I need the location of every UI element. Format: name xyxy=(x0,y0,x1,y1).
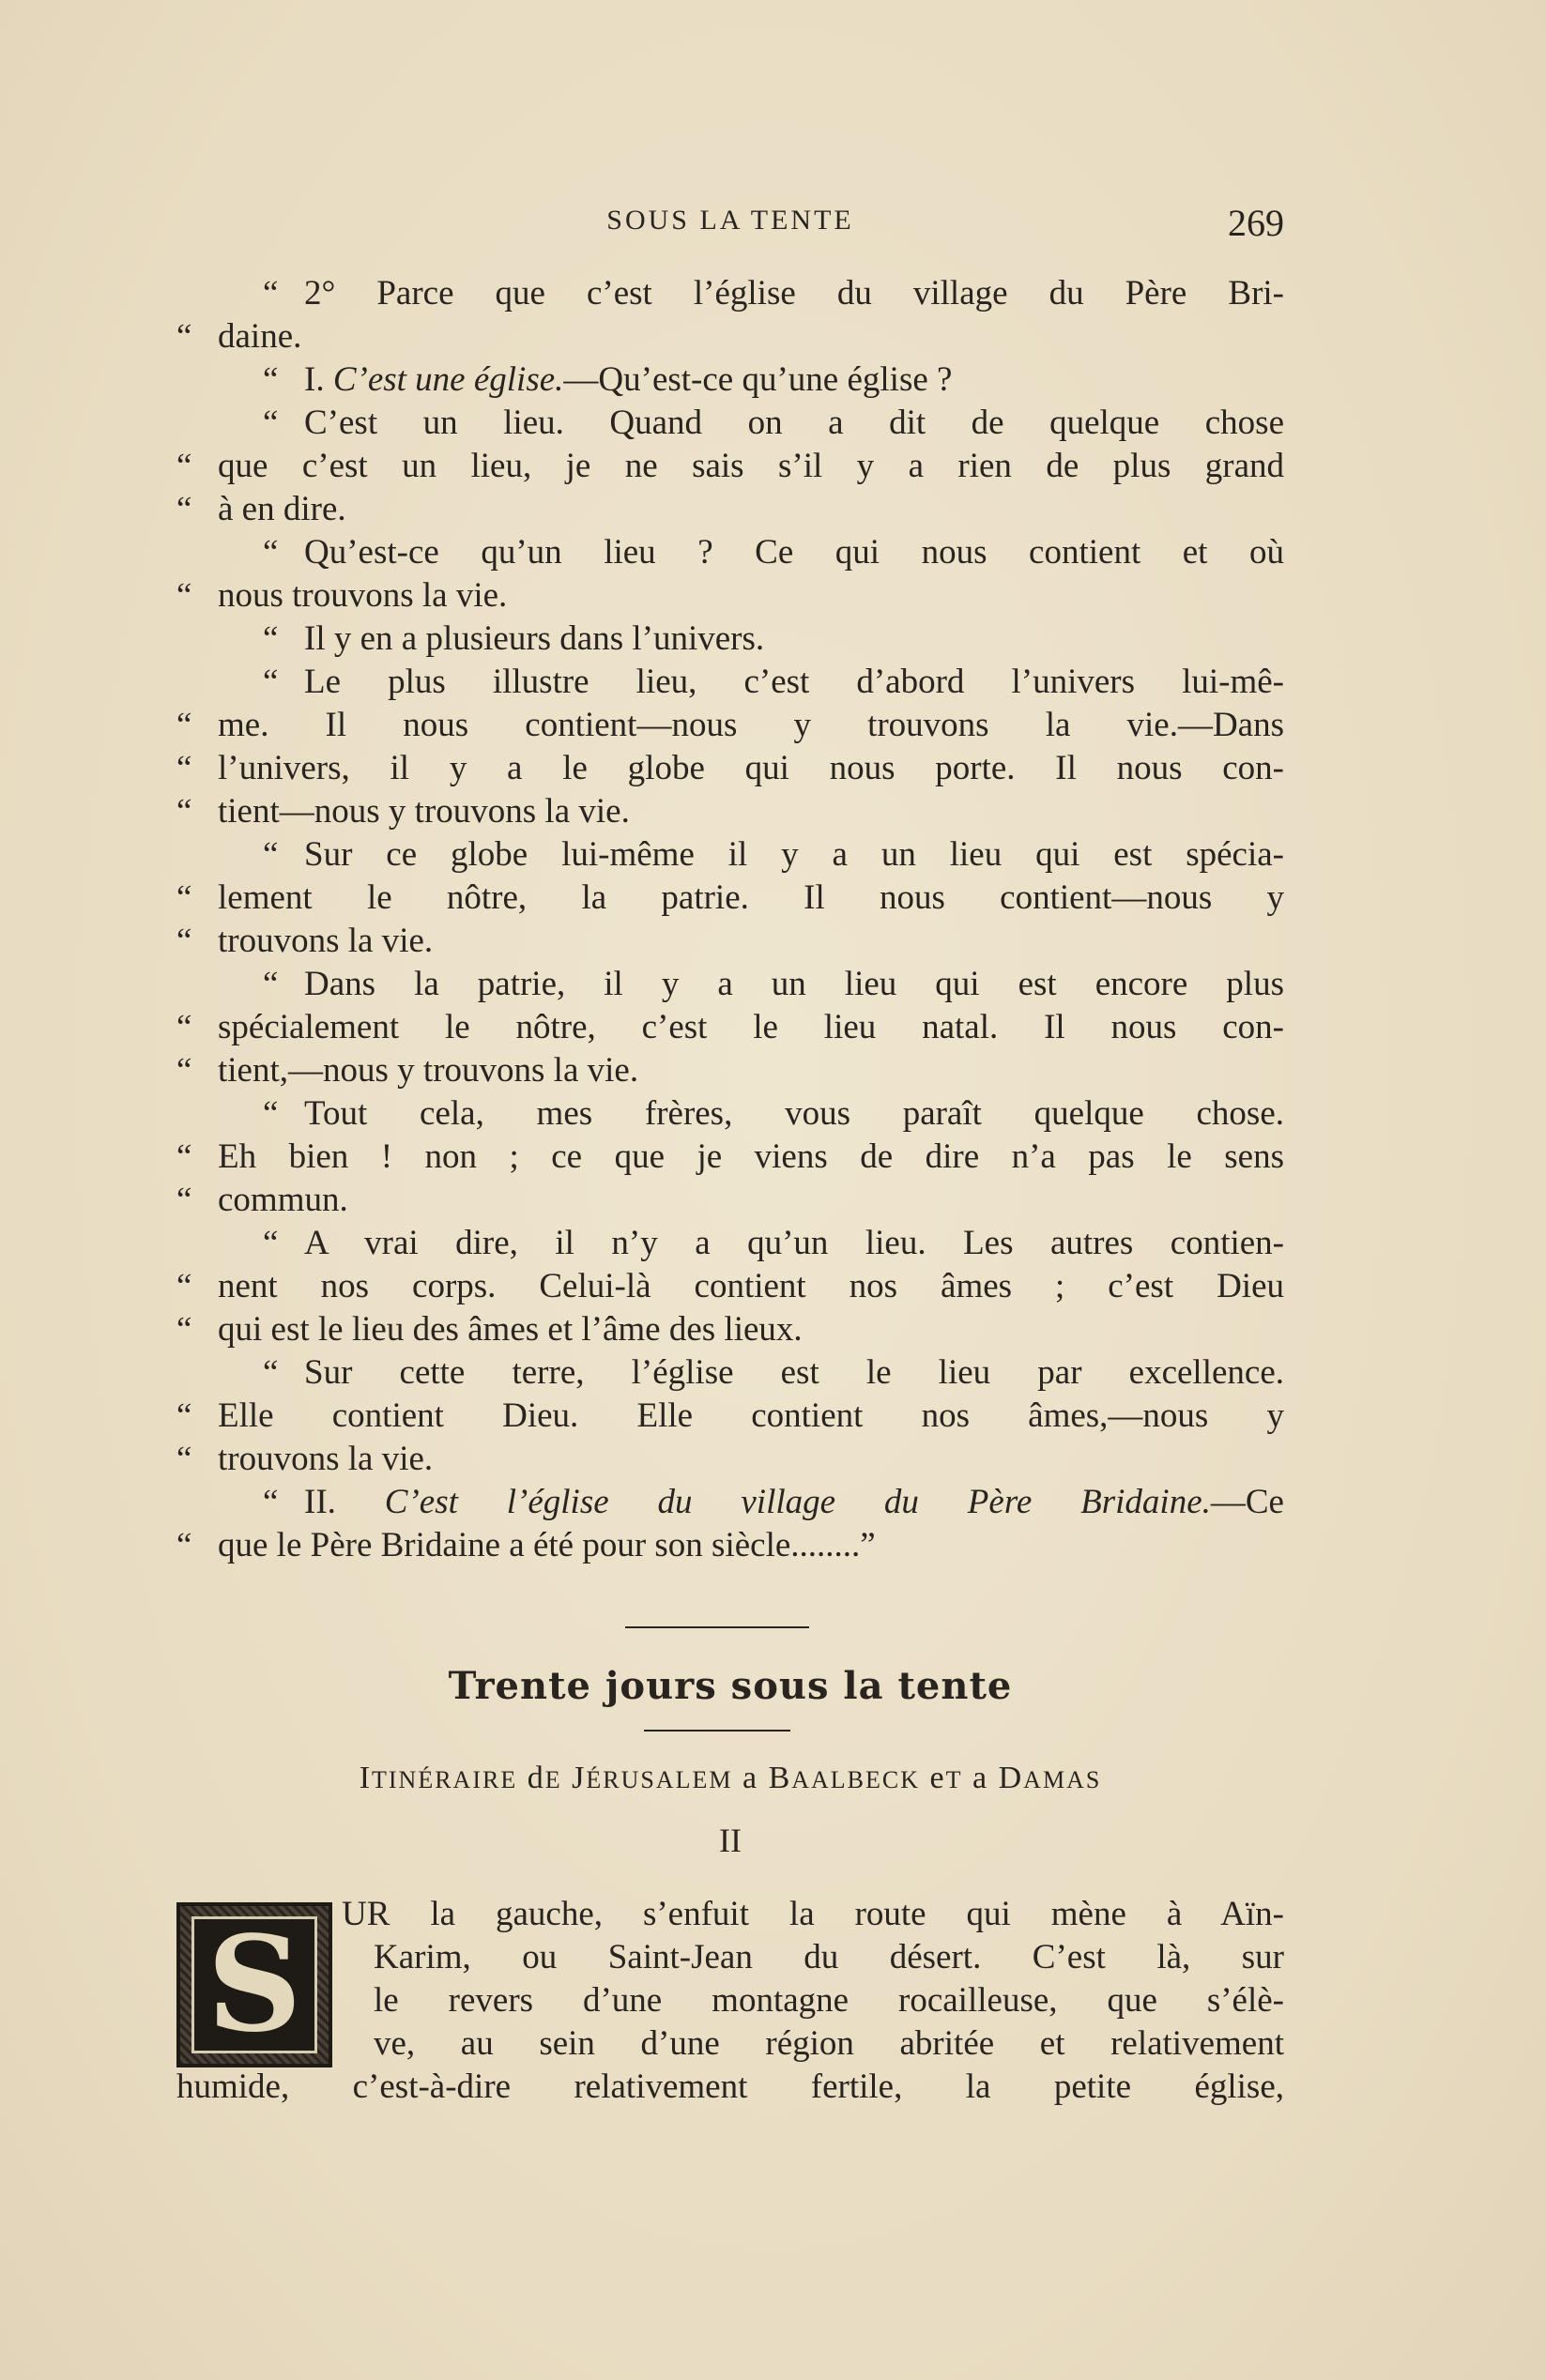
line-text: Tout cela, mes frères, vous paraît quelque chose. xyxy=(304,1094,1284,1133)
text-line xyxy=(176,1308,1284,1351)
itinerary-word: dE xyxy=(527,1761,562,1795)
quote-mark: “ xyxy=(176,490,192,528)
quote-mark: “ xyxy=(263,663,279,701)
itinerary-word: a xyxy=(742,1761,759,1795)
line-text: Eh bien ! non ; ce que je viens de dire n’a pas le sens xyxy=(218,1137,1284,1176)
article-line: ve, au sein d’une région abritée et relativement xyxy=(374,2024,1284,2063)
text-line xyxy=(176,1092,1284,1136)
article-line: le revers d’une montagne rocailleuse, que s’élè- xyxy=(374,1981,1284,2020)
line-text: Il y en a plusieurs dans l’univers. xyxy=(304,619,765,658)
text-line xyxy=(176,877,1284,920)
quote-mark: “ xyxy=(176,1440,192,1478)
text-line xyxy=(176,445,1284,488)
sermon-text xyxy=(176,272,1284,1567)
text-line xyxy=(176,488,1284,531)
chapter-number: II xyxy=(719,1822,742,1859)
quote-mark: “ xyxy=(263,1353,279,1392)
quote-mark: “ xyxy=(263,835,279,874)
line-text: Dans la patrie, il y a un lieu qui est encore plus xyxy=(304,965,1284,1003)
quote-mark: “ xyxy=(176,1310,192,1349)
quote-mark: “ xyxy=(176,1181,192,1219)
quote-mark: “ xyxy=(176,878,192,917)
line-text: l’univers, il y a le globe qui nous porte. Il nous con- xyxy=(218,749,1284,787)
line-text: daine. xyxy=(218,317,302,356)
quote-mark: “ xyxy=(176,1267,192,1305)
line-text: 2° Parce que c’est l’église du village du Père Bri- xyxy=(304,274,1284,313)
text-line xyxy=(176,1049,1284,1092)
line-text: à en dire. xyxy=(218,490,346,528)
line-text: lement le nôtre, la patrie. Il nous contient—nous y xyxy=(218,878,1284,917)
quote-mark: “ xyxy=(263,965,279,1003)
quote-mark: “ xyxy=(176,1051,192,1090)
line-text: trouvons la vie. xyxy=(218,922,434,960)
quote-mark: “ xyxy=(263,274,279,313)
quote-mark: “ xyxy=(263,1094,279,1133)
text-line xyxy=(176,272,1284,315)
quote-mark: “ xyxy=(176,447,192,485)
quote-mark: “ xyxy=(176,1396,192,1435)
line-text: que le Père Bridaine a été pour son siècle........” xyxy=(218,1526,876,1564)
itinerary-word: DAMAS xyxy=(998,1761,1102,1795)
itinerary-subtitle xyxy=(176,1761,1284,1796)
quote-mark: “ xyxy=(176,317,192,356)
line-text: Le plus illustre lieu, c’est d’abord l’univers lui-mê- xyxy=(304,663,1284,701)
itinerary-word: JÉRUSALEM xyxy=(572,1761,733,1795)
line-text: nous trouvons la vie. xyxy=(218,576,508,615)
text-line xyxy=(176,618,1284,661)
quote-mark: “ xyxy=(263,533,279,572)
section-divider xyxy=(625,1626,809,1628)
text-line xyxy=(176,402,1284,445)
quote-mark: “ xyxy=(176,1137,192,1176)
drop-cap-letter: S xyxy=(191,1916,317,2053)
section-marker: I. xyxy=(304,360,333,399)
quote-mark: “ xyxy=(263,619,279,658)
text-line xyxy=(176,1395,1284,1438)
line-text: Elle contient Dieu. Elle contient nos âmes,—nous y xyxy=(218,1396,1284,1435)
text-line xyxy=(176,1438,1284,1481)
section-marker: II. xyxy=(304,1483,385,1521)
line-text: C’est un lieu. Quand on a dit de quelque chose xyxy=(304,404,1284,442)
quote-mark: “ xyxy=(263,1224,279,1262)
text-line xyxy=(176,1481,1284,1524)
quote-mark: “ xyxy=(263,1483,279,1521)
text-line xyxy=(176,704,1284,747)
quote-mark: “ xyxy=(176,749,192,787)
line-text: Sur ce globe lui-même il y a un lieu qui est spécia- xyxy=(304,835,1284,874)
itinerary-word: eT xyxy=(929,1761,963,1795)
line-text: —Ce xyxy=(1210,1483,1284,1521)
text-line xyxy=(176,1351,1284,1395)
text-line xyxy=(176,963,1284,1006)
italic-heading: C’est l’église du village du Père Bridaine. xyxy=(384,1483,1211,1521)
line-text: nent nos corps. Celui-là contient nos âmes ; c’est Dieu xyxy=(218,1267,1284,1305)
text-line xyxy=(176,661,1284,704)
text-line xyxy=(176,359,1284,402)
line-text: —Qu’est-ce qu’une église ? xyxy=(563,360,953,399)
article-text xyxy=(176,1893,1284,2109)
running-title: SOUS LA TENTE xyxy=(606,205,854,236)
text-line xyxy=(176,1136,1284,1179)
text-line xyxy=(176,1265,1284,1308)
article-line: Karim, ou Saint-Jean du désert. C’est là, sur xyxy=(374,1938,1284,1976)
text-line xyxy=(176,574,1284,618)
article-line: humide, c’est-à-dire relativement fertile, la petite église, xyxy=(176,2067,1284,2106)
quote-mark: “ xyxy=(176,922,192,960)
itinerary-word: BAALBECK xyxy=(768,1761,921,1795)
line-text: tient,—nous y trouvons la vie. xyxy=(218,1051,639,1090)
line-text: Qu’est-ce qu’un lieu ? Ce qui nous contient et où xyxy=(304,533,1284,572)
italic-heading: C’est une église. xyxy=(332,360,564,399)
page-number: 269 xyxy=(1228,202,1284,244)
line-text: tient—nous y trouvons la vie. xyxy=(218,792,630,831)
text-line xyxy=(176,790,1284,833)
quote-mark: “ xyxy=(263,360,279,399)
text-line xyxy=(176,1222,1284,1265)
line-text: spécialement le nôtre, c’est le lieu natal. Il nous con- xyxy=(218,1008,1284,1046)
page-header xyxy=(176,202,1284,244)
line-text: A vrai dire, il n’y a qu’un lieu. Les autres contien- xyxy=(304,1224,1284,1262)
text-line xyxy=(176,1524,1284,1567)
title-underline xyxy=(644,1730,790,1732)
text-line xyxy=(176,747,1284,790)
quote-mark: “ xyxy=(176,1526,192,1564)
text-line xyxy=(176,920,1284,963)
line-text: qui est le lieu des âmes et l’âme des lieux. xyxy=(218,1310,803,1349)
quote-mark: “ xyxy=(176,576,192,615)
itinerary-word: ITINÉRAIRE xyxy=(359,1761,518,1795)
quote-mark: “ xyxy=(176,706,192,744)
itinerary-word: a xyxy=(972,1761,989,1795)
text-line xyxy=(176,1179,1284,1222)
text-line xyxy=(176,315,1284,359)
article-line: UR la gauche, s’enfuit la route qui mène à Aïn- xyxy=(342,1895,1284,1933)
text-line xyxy=(176,833,1284,877)
line-text: me. Il nous contient—nous y trouvons la vie.—Dans xyxy=(218,706,1284,744)
article-title: Trente jours sous la tente xyxy=(448,1664,1013,1708)
quote-mark: “ xyxy=(263,404,279,442)
quote-mark: “ xyxy=(176,792,192,831)
line-text: trouvons la vie. xyxy=(218,1440,434,1478)
text-line xyxy=(176,531,1284,574)
line-text: commun. xyxy=(218,1181,348,1219)
text-line xyxy=(176,1006,1284,1049)
quote-mark: “ xyxy=(176,1008,192,1046)
line-text: que c’est un lieu, je ne sais s’il y a rien de plus grand xyxy=(218,447,1284,485)
line-text: Sur cette terre, l’église est le lieu par excellence. xyxy=(304,1353,1284,1392)
